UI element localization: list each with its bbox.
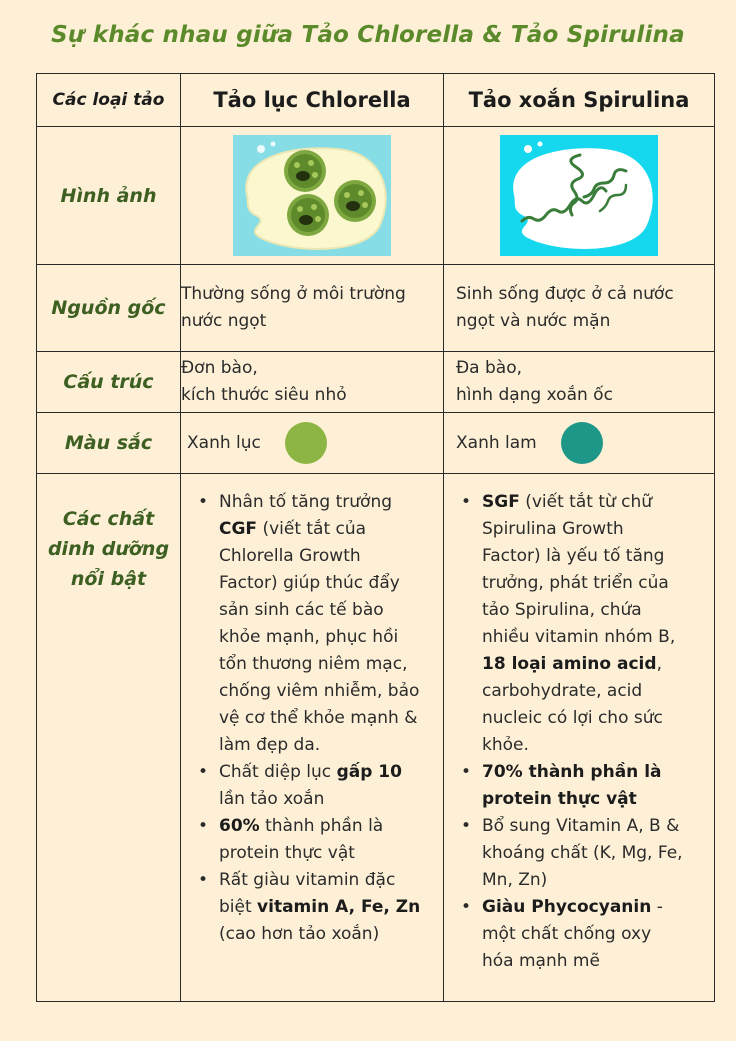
chlorella-image-cell [181, 127, 444, 265]
nutrient-item: • 60% thành phần là protein thực vật [181, 813, 435, 867]
chlorella-color [181, 413, 444, 474]
bullet-icon: • [461, 492, 472, 512]
teal-swatch [561, 422, 603, 464]
image-row-label: Hình ảnh [37, 127, 181, 265]
nutrient-item: • Giàu Phycocyanin - một chất chống oxy hóa mạnh mẽ [444, 894, 706, 975]
bullet-icon: • [198, 870, 209, 890]
page-title: Sự khác nhau giữa Tảo Chlorella & Tảo Spirulina [51, 22, 685, 48]
header-chlorella: Tảo lục Chlorella [181, 74, 444, 127]
bullet-icon: • [198, 492, 209, 512]
bullet-icon: • [198, 816, 209, 836]
spirulina-nutrient-list [444, 489, 714, 975]
nutrient-item: • Chất diệp lục gấp 10 lần tảo xoắn [181, 759, 435, 813]
structure-row-label: Cấu trúc [37, 352, 181, 413]
spirulina-image-cell [444, 127, 715, 265]
color-row-label: Màu sắc [37, 413, 181, 474]
bullet-icon: • [198, 762, 209, 782]
bullet-icon: • [461, 816, 472, 836]
spirulina-color [444, 413, 715, 474]
nutrient-item: • 70% thành phần là protein thực vật [444, 759, 706, 813]
chlorella-illustration [233, 135, 391, 256]
image-row [37, 127, 715, 265]
chlorella-origin: Thường sống ở môi trường nước ngọt [181, 265, 444, 352]
spirulina-origin: Sinh sống được ở cả nước ngọt và nước mặn [444, 265, 715, 352]
header-spirulina: Tảo xoắn Spirulina [444, 74, 715, 127]
header-row [37, 74, 715, 127]
chlorella-structure: Đơn bào, kích thước siêu nhỏ [181, 352, 444, 413]
color-row [37, 413, 715, 474]
chlorella-color-text: Xanh lục [187, 433, 261, 453]
nutrients-row [37, 474, 715, 1002]
green-swatch [285, 422, 327, 464]
nutrient-item: • Nhân tố tăng trưởng CGF (viết tắt của Chlorella Growth Factor) giúp thúc đẩy sản sinh các tế bào khỏe mạnh, phục hồi tổn thương niêm mạc, chống viêm nhiễm, bảo vệ cơ thể khỏe mạnh & làm đẹp da. [181, 489, 435, 759]
header-label: Các loại tảo [37, 74, 181, 127]
comparison-table [36, 73, 715, 1002]
nutrient-item: • Bổ sung Vitamin A, B & khoáng chất (K, Mg, Fe, Mn, Zn) [444, 813, 706, 894]
chlorella-nutrients [181, 474, 444, 1002]
bullet-icon: • [461, 762, 472, 782]
spirulina-color-text: Xanh lam [456, 433, 537, 453]
spirulina-structure: Đa bào, hình dạng xoắn ốc [444, 352, 715, 413]
spirulina-illustration [500, 135, 658, 256]
spirulina-nutrients [444, 474, 715, 1002]
origin-row-label: Nguồn gốc [37, 265, 181, 352]
structure-row [37, 352, 715, 413]
nutrients-row-label: Các chất dinh dưỡng nổi bật [37, 474, 181, 1002]
chlorella-nutrient-list [181, 489, 443, 948]
bullet-icon: • [461, 897, 472, 917]
origin-row [37, 265, 715, 352]
nutrient-item: • Rất giàu vitamin đặc biệt vitamin A, Fe, Zn (cao hơn tảo xoắn) [181, 867, 435, 948]
nutrient-item: • SGF (viết tắt từ chữ Spirulina Growth Factor) là yếu tố tăng trưởng, phát triển của tảo Spirulina, chứa nhiều vitamin nhóm B, 18 loại amino acid, carbohydrate, acid nucleic có lợi cho sức khỏe. [444, 489, 706, 759]
